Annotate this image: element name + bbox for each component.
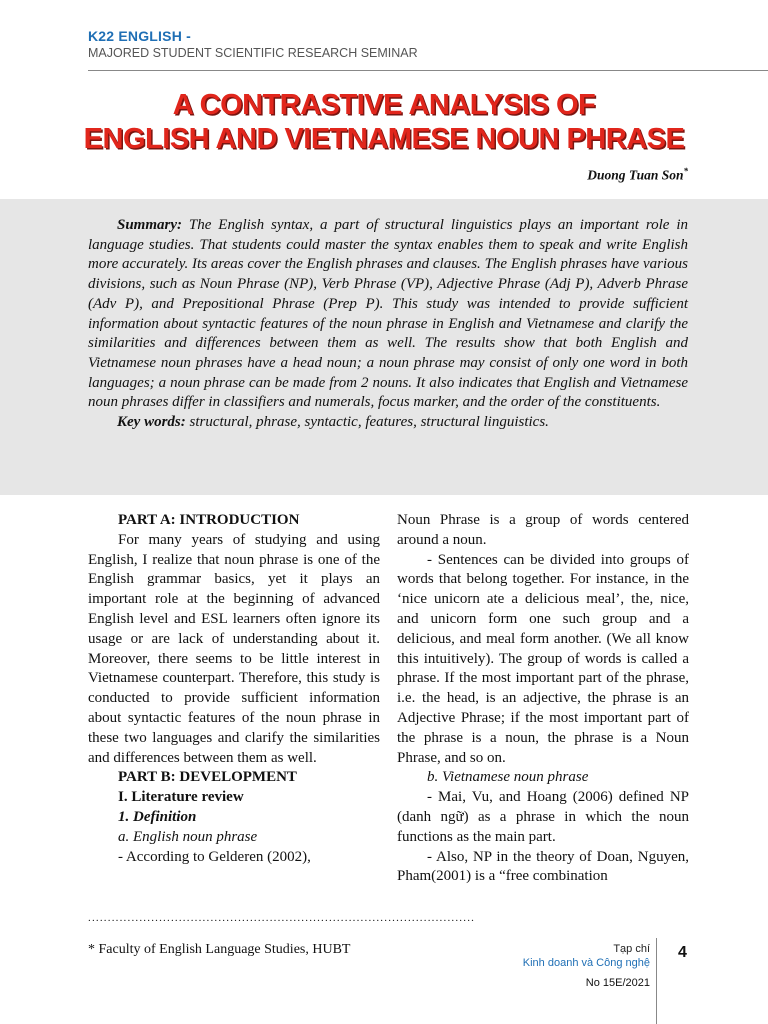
summary-paragraph — [88, 216, 688, 413]
journal-issue: No 15E/2021 — [585, 977, 650, 989]
author — [587, 166, 688, 184]
page-number: 4 — [678, 944, 687, 961]
journal-name: Kinh doanh và Công nghệ — [522, 957, 650, 969]
left-column — [88, 511, 380, 867]
gelderen-paragraph-cont: Noun Phrase is a group of words centered around a noun. — [397, 512, 689, 548]
footer-divider — [656, 938, 657, 1024]
header-series: K22 ENGLISH - — [88, 28, 191, 44]
author-footnote-mark: * — [683, 166, 688, 176]
title-line-2: ENGLISH AND VIETNAMESE NOUN PHRASE — [83, 123, 685, 155]
subheading-definition: 1. Definition — [118, 808, 197, 825]
sentences-paragraph: - Sentences can be divided into groups of words that belong together. For instance, in the ‘nice unicorn ate a delicious meal’, the, nice, and unicorn form one such group and a delicious, and meal form another. (We all know this intuitively). The group of words is called a phrase. If the most important part of the phrase, i.e. the head, is an adjective, the phrase is an Adjective Phrase; if the most important part of the phrase is a noun, the phrase is a Noun Phrase, and so on. — [397, 551, 689, 766]
header-divider — [88, 70, 768, 71]
keywords-paragraph — [88, 413, 688, 433]
subheading-vietnamese-np: b. Vietnamese noun phrase — [427, 769, 589, 786]
author-name: Duong Tuan Son — [587, 167, 684, 183]
keywords-label: Key words: — [117, 414, 186, 431]
doan-paragraph: - Also, NP in the theory of Doan, Nguyen, Pham(2001) is a “free combination — [397, 848, 689, 885]
subheading-literature-review: I. Literature review — [118, 789, 244, 806]
gelderen-paragraph-start: - According to Gelderen (2002), — [118, 848, 311, 865]
summary-label: Summary: — [117, 217, 183, 233]
header-seminar: MAJORED STUDENT SCIENTIFIC RESEARCH SEMINAR — [88, 46, 418, 60]
footnote: * Faculty of English Language Studies, HUBT — [88, 942, 351, 957]
journal-info — [523, 942, 650, 990]
keywords-list: structural, phrase, syntactic, features, structural linguistics. — [185, 414, 549, 431]
summary-body: The English syntax, a part of structural linguistics plays an important role in language studies. That students could master the syntax enables them to speak and write English more accurately. Its areas cover the English phrases and clauses. The English phrases have various divisions, such as Noun Phrase (NP), Verb Phrase (VP), Adjective Phrase (Adj P), Adverb Phrase (Adv P), and Prepositional Phrase (Prep P). This study was intended to provide sufficient information about syntactic features of the noun phrase in English and Vietnamese and clarify the similarities and differences between them as well. The results show that both English and Vietnamese noun phrases have a head noun; a noun phrase may consist of only one word in both languages; a noun phrase can be made from 2 nouns. It also indicates that English and Vietnamese noun phrases differ in classifiers and numerals, focus marker, and the order of the constituents. — [88, 217, 688, 411]
subheading-english-np: a. English noun phrase — [118, 828, 258, 845]
right-column — [397, 511, 689, 887]
journal-label: Tạp chí — [613, 943, 650, 955]
section-heading-part-a: PART A: INTRODUCTION — [118, 512, 300, 528]
title-line-1: A CONTRASTIVE ANALYSIS OF — [172, 89, 596, 121]
abstract — [88, 216, 688, 433]
article-title — [0, 88, 768, 156]
mai-paragraph: - Mai, Vu, and Hoang (2006) defined NP (danh ngữ) as a phrase in which the noun functions as the main part. — [397, 789, 689, 845]
intro-paragraph: For many years of studying and using English, I realize that noun phrase is one of the English grammar basics, yet it plays an important role at the beginning of advanced English level and ESL learners often ignore its usage or are lack of understanding about it. Moreover, there seems to be little interest in Vietnamese counterpart. Therefore, this study is conducted to provide sufficient information about syntactic features of the noun phrase in these two languages and clarify the similarities and differences between them as well. — [88, 531, 380, 766]
section-heading-part-b: PART B: DEVELOPMENT — [118, 769, 297, 786]
running-header — [88, 28, 418, 60]
footnote-separator: .................................................................................................. — [88, 912, 476, 924]
